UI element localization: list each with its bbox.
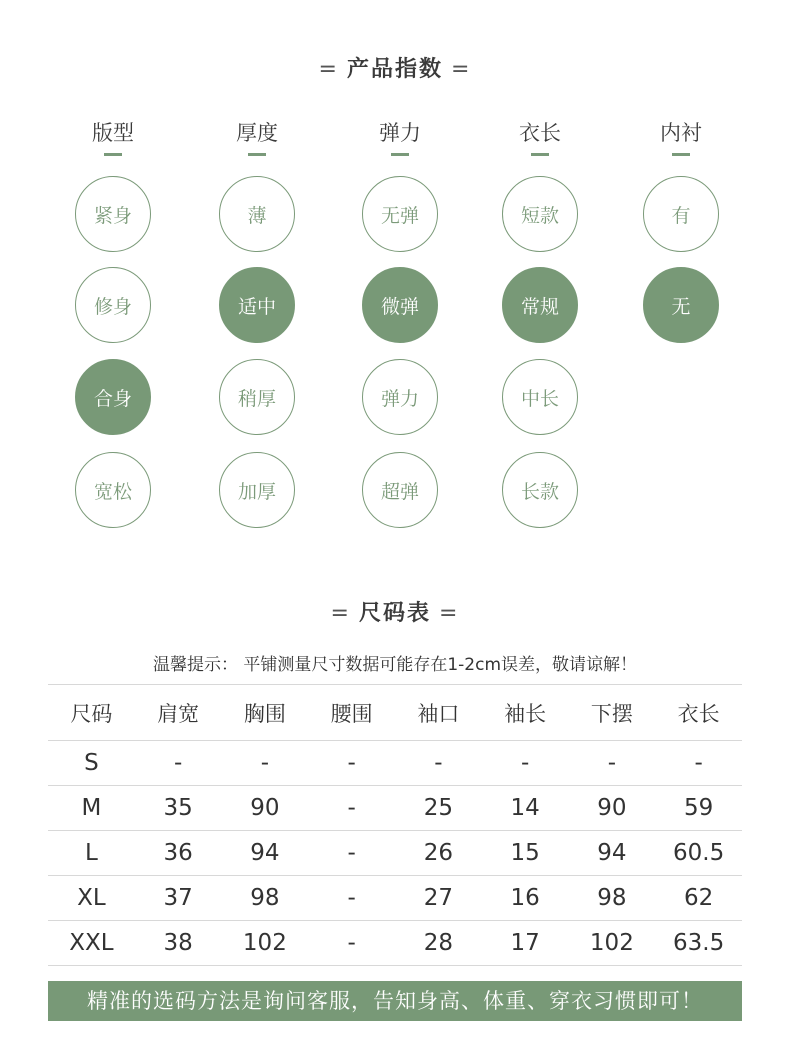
size-header-cell: 尺码	[48, 685, 135, 741]
option-circle-selected: 微弹	[362, 267, 438, 343]
measurement-cell: 60.5	[655, 831, 742, 876]
index-column-3	[350, 118, 450, 156]
index-column-header: 版型	[92, 121, 134, 145]
option-circle: 薄	[219, 176, 295, 252]
size-header-cell: 袖长	[482, 685, 569, 741]
measurement-cell: -	[308, 921, 395, 966]
size-label-cell: M	[48, 786, 135, 831]
measurement-cell: 90	[569, 786, 656, 831]
size-table-body	[48, 741, 742, 966]
size-table	[48, 684, 742, 966]
title-deco-right: =	[451, 57, 472, 82]
measurement-cell: 94	[569, 831, 656, 876]
column-underline	[104, 153, 122, 156]
size-label-cell: XL	[48, 876, 135, 921]
size-header-cell: 腰围	[308, 685, 395, 741]
measurement-cell: -	[308, 786, 395, 831]
size-table-header	[48, 685, 742, 741]
measurement-cell: 25	[395, 786, 482, 831]
measurement-cell: 26	[395, 831, 482, 876]
index-column-header: 厚度	[236, 121, 278, 145]
sizing-advice-banner: 精准的选码方法是询问客服，告知身高、体重、穿衣习惯即可！	[48, 981, 742, 1021]
measurement-cell: 15	[482, 831, 569, 876]
size-label-cell: XXL	[48, 921, 135, 966]
column-underline	[672, 153, 690, 156]
title-deco-left: =	[318, 57, 339, 82]
measurement-cell: -	[655, 741, 742, 786]
index-column-header: 内衬	[660, 121, 702, 145]
option-circle: 中长	[502, 359, 578, 435]
measurement-cell: 35	[135, 786, 222, 831]
option-circle: 无弹	[362, 176, 438, 252]
measurement-cell: -	[482, 741, 569, 786]
measurement-cell: 102	[569, 921, 656, 966]
option-circle-selected: 适中	[219, 267, 295, 343]
table-row	[48, 876, 742, 921]
index-column-1	[63, 118, 163, 156]
measurement-cell: 38	[135, 921, 222, 966]
column-underline	[531, 153, 549, 156]
table-row	[48, 741, 742, 786]
measurement-cell: 62	[655, 876, 742, 921]
size-label-cell: S	[48, 741, 135, 786]
option-circle: 长款	[502, 452, 578, 528]
product-index-title-text: 产品指数	[346, 57, 443, 82]
option-circle-selected: 无	[643, 267, 719, 343]
option-circle: 短款	[502, 176, 578, 252]
measurement-cell: -	[308, 741, 395, 786]
measurement-cell: 36	[135, 831, 222, 876]
column-underline	[248, 153, 266, 156]
option-circle: 紧身	[75, 176, 151, 252]
size-label-cell: L	[48, 831, 135, 876]
option-circle: 宽松	[75, 452, 151, 528]
measurement-cell: 37	[135, 876, 222, 921]
measurement-cell: 90	[222, 786, 309, 831]
option-circle: 弹力	[362, 359, 438, 435]
measurement-cell: -	[308, 876, 395, 921]
index-column-5	[631, 118, 731, 156]
measurement-cell: 17	[482, 921, 569, 966]
size-header-cell: 肩宽	[135, 685, 222, 741]
measurement-cell: -	[135, 741, 222, 786]
measurement-cell: 102	[222, 921, 309, 966]
measurement-cell: 63.5	[655, 921, 742, 966]
column-underline	[391, 153, 409, 156]
measurement-cell: 14	[482, 786, 569, 831]
size-chart-title-text: 尺码表	[358, 601, 431, 626]
option-circle-selected: 常规	[502, 267, 578, 343]
option-circle: 超弹	[362, 452, 438, 528]
option-circle: 有	[643, 176, 719, 252]
title-deco-right: =	[439, 601, 460, 626]
option-circle: 加厚	[219, 452, 295, 528]
option-circle: 稍厚	[219, 359, 295, 435]
table-row	[48, 831, 742, 876]
size-header-cell: 下摆	[569, 685, 656, 741]
index-column-2	[207, 118, 307, 156]
measurement-cell: 59	[655, 786, 742, 831]
measurement-cell: -	[308, 831, 395, 876]
product-index-title	[0, 52, 790, 83]
measurement-cell: 27	[395, 876, 482, 921]
index-column-header: 衣长	[519, 121, 561, 145]
size-header-cell: 衣长	[655, 685, 742, 741]
measurement-cell: 16	[482, 876, 569, 921]
measurement-cell: 98	[569, 876, 656, 921]
table-row	[48, 921, 742, 966]
size-header-cell: 胸围	[222, 685, 309, 741]
measurement-cell: 28	[395, 921, 482, 966]
option-circle-selected: 合身	[75, 359, 151, 435]
measurement-cell: -	[569, 741, 656, 786]
index-column-header: 弹力	[379, 121, 421, 145]
measurement-cell: 94	[222, 831, 309, 876]
table-row	[48, 786, 742, 831]
measurement-tip: 温馨提示： 平铺测量尺寸数据可能存在1-2cm误差，敬请谅解！	[152, 655, 638, 675]
measurement-cell: -	[395, 741, 482, 786]
size-header-cell: 袖口	[395, 685, 482, 741]
size-chart-title	[0, 596, 790, 627]
title-deco-left: =	[330, 601, 351, 626]
measurement-cell: 98	[222, 876, 309, 921]
option-circle: 修身	[75, 267, 151, 343]
measurement-cell: -	[222, 741, 309, 786]
index-column-4	[490, 118, 590, 156]
